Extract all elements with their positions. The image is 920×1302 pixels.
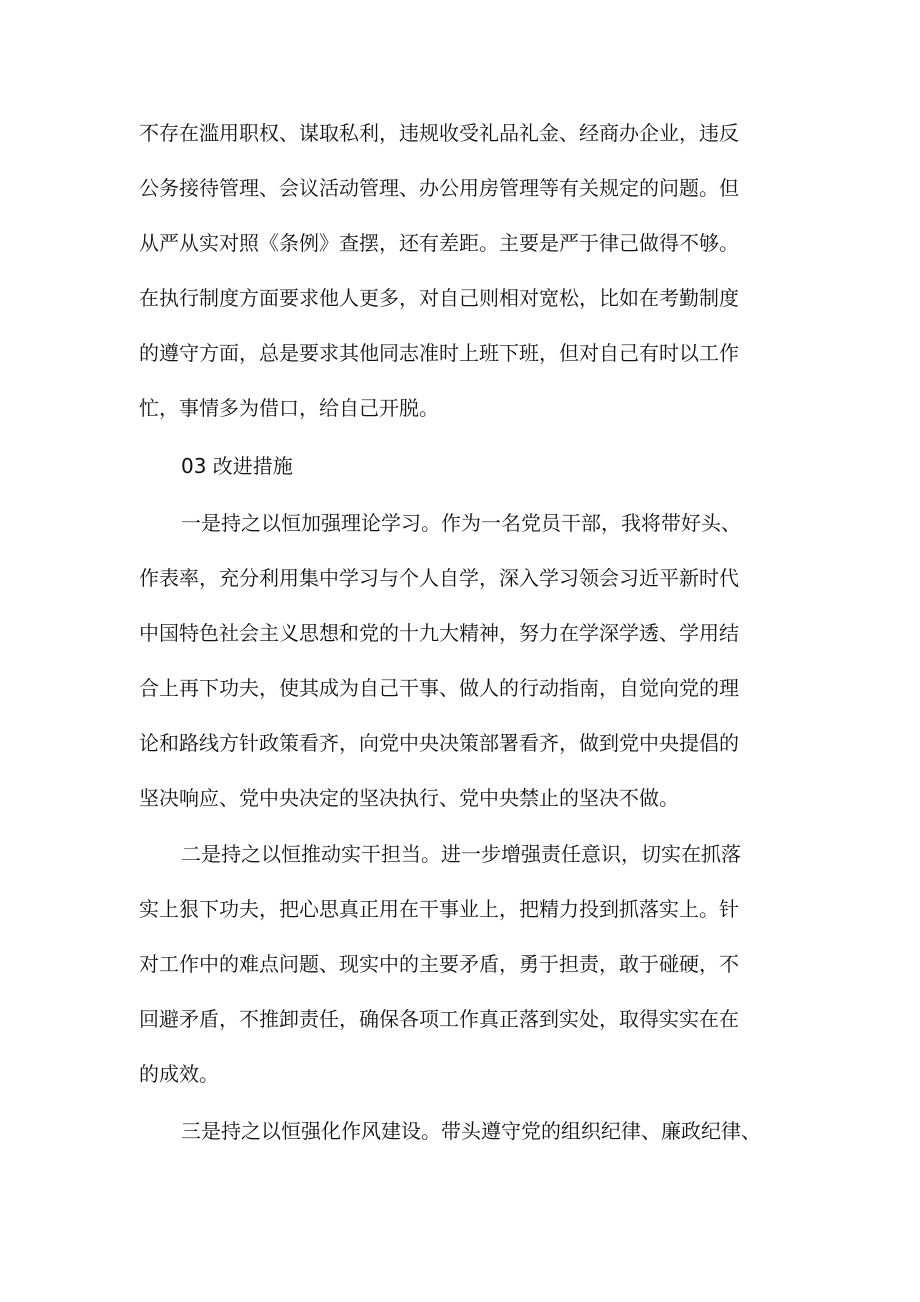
text-line: 作表率，充分利用集中学习与个人自学，深入学习领会习近平新时代 — [139, 566, 739, 590]
text-line: 在执行制度方面要求他人更多，对自己则相对宽松，比如在考勤制度 — [139, 286, 739, 310]
text-line: 的遵守方面，总是要求其他同志准时上班下班，但对自己有时以工作 — [139, 341, 739, 365]
text-line: 实上狠下功夫，把心思真正用在干事业上，把精力投到抓落实上。针 — [139, 897, 739, 921]
text-line: 不存在滥用职权、谋取私利，违规收受礼品礼金、经商办企业，违反 — [139, 121, 739, 145]
text-line: 论和路线方针政策看齐，向党中央决策部署看齐，做到党中央提倡的 — [139, 731, 739, 755]
text-line: 回避矛盾，不推卸责任，确保各项工作真正落到实处，取得实实在在 — [139, 1007, 739, 1031]
paragraph-first-line: 三是持之以恒强化作风建设。带头遵守党的组织纪律、廉政纪律、 — [181, 1119, 761, 1143]
text-line: 的成效。 — [139, 1062, 219, 1086]
text-line: 公务接待管理、会议活动管理、办公用房管理等有关规定的问题。但 — [139, 176, 739, 200]
text-line: 坚决响应、党中央决定的坚决执行、党中央禁止的坚决不做。 — [139, 786, 679, 810]
text-line: 对工作中的难点问题、现实中的主要矛盾，勇于担责，敢于碰硬，不 — [139, 952, 739, 976]
text-line: 合上再下功夫，使其成为自己干事、做人的行动指南，自觉向党的理 — [139, 676, 739, 700]
paragraph-first-line: 二是持之以恒推动实干担当。进一步增强责任意识，切实在抓落 — [181, 842, 741, 866]
text-line: 中国特色社会主义思想和党的十九大精神，努力在学深学透、学用结 — [139, 621, 739, 645]
text-line: 从严从实对照《条例》查摆，还有差距。主要是严于律己做得不够。 — [139, 231, 739, 255]
paragraph-first-line: 一是持之以恒加强理论学习。作为一名党员干部，我将带好头、 — [181, 511, 741, 535]
section-heading: 03 改进措施 — [181, 454, 293, 478]
text-line: 忙，事情多为借口，给自己开脱。 — [139, 396, 439, 420]
